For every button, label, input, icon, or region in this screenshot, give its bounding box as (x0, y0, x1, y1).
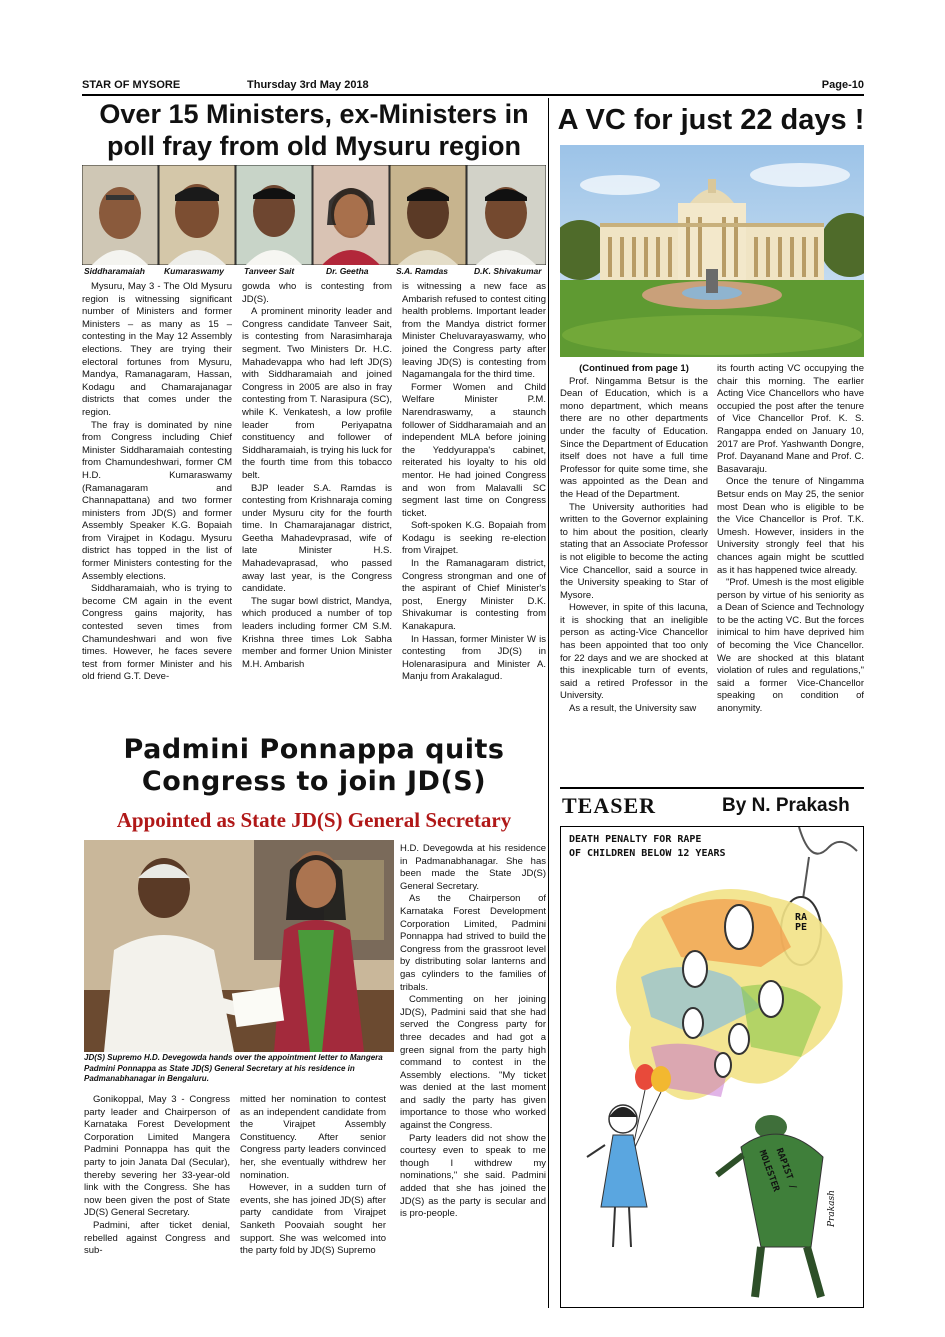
story3-paragraph: Gonikoppal, May 3 - Congress party leader and Chairperson of Karnataka Forest Development Corporation Limited Mangera Padmini Ponnappa has quit the party to join Janata Dal (Secular), thereby severing her 33-year-old link with the Congress. She has now been given the post of State JD(S) General Secretary. (84, 1094, 230, 1219)
cartoon-caption-line1: DEATH PENALTY FOR RAPE (569, 834, 702, 845)
cartoon-caption-line2: OF CHILDREN BELOW 12 YEARS (569, 848, 726, 859)
portrait-photo-6 (467, 165, 546, 265)
university-photo (560, 145, 864, 357)
portrait-name-4: Dr. Geetha (326, 266, 369, 276)
story2-headline: A VC for just 22 days ! (557, 104, 865, 136)
story3-subhead: Appointed as State JD(S) General Secretary (116, 808, 512, 832)
teaser-label: TEASER (562, 793, 657, 818)
story1-paragraph: Siddharamaiah, who is trying to become CM again in the event Congress gains majority, has contested seven times from Chamundeshwari and won five times. However, he faces severe test from former Minister and his old friend G.T. Deve- (82, 583, 232, 683)
issue-date: Thursday 3rd May 2018 (247, 79, 369, 91)
noose-label: RAPE (794, 912, 808, 933)
cartoon-caption (569, 833, 726, 861)
story1-paragraph: Soft-spoken K.G. Bopaiah from Kodagu is seeking re-election from Virajpet. (402, 520, 546, 557)
story2-paragraph: "Prof. Umesh is the most eligible person by virtue of his seniority as a Dean of Science and Technology to be the acting VC. But the forces inimical to him have deprived him of becoming the Vice Chancellor. We are shocked at this blatant violation of rules and regulations," said a former Vice-Chancellor speaking on condition of anonymity. (717, 577, 864, 715)
story1-headline-line1: Over 15 Ministers, ex-Ministers in (99, 99, 529, 129)
handover-photo (84, 840, 394, 1052)
handover-photo-caption: JD(S) Supremo H.D. Devegowda hands over the appointment letter to Mangera Padmini Ponnappa as State JD(S) General Secretary at his residence in Padmanabhanagar in Bengaluru. (84, 1053, 383, 1083)
story1-headline (82, 98, 546, 162)
story1-paragraph: gowda who is contesting from JD(S). (242, 281, 392, 305)
story3-headline-line1: Padmini Ponnappa quits (123, 734, 505, 765)
story3-paragraph: However, in a sudden turn of events, she has joined JD(S) after party candidate from Virajpet Sanketh Poovaiah sought her support. She was welcomed into the party fold by JD(S) Supremo (240, 1182, 386, 1257)
portrait-name-1: Siddharamaiah (84, 266, 145, 276)
cartoonist-signature: Prakash (827, 1190, 837, 1227)
story2-paragraph: The University authorities had written to the Governor explaining to him about the position, clearly stating that an Associate Professor is not eligible to become the acting Vice Chancellor, said a source in the University speaking to Star of Mysore. (560, 501, 708, 601)
figure-label-1: RAPIST / (773, 1147, 798, 1192)
story1-column-2 (242, 281, 392, 729)
story1-column-3 (402, 281, 546, 729)
portrait-photo-3 (236, 165, 312, 265)
story1-paragraph: A prominent minority leader and Congress candidate Tanveer Sait, is contesting from Narasimharaja segment. Two Ministers Dr. H.C. Mahadevappa who had left JD(S) with Siddharamaiah and joined Congress in 2005 are also in fray contesting from T. Narasipura (SC), while K. Venkatesh, a low profile leader from Periyapatna constituency and follower of Siddharamaiah, is trying his luck for the fourth time from this tobacco belt. (242, 306, 392, 481)
story1-paragraph: In the Ramanagaram district, Congress strongman and one of the aspirant of Chief Minister's post, Energy Minister D.K. Shivakumar is contesting from Kanakapura. (402, 558, 546, 633)
story3-paragraph: As the Chairperson of Karnataka Forest Development Corporation Limited, Padmini Ponnappa had strived to build the Congress from the grassroot level by distributing solar lanterns and gas cylinders to the families of tribals. (400, 893, 546, 993)
portrait-strip (82, 165, 546, 265)
masthead (82, 78, 864, 96)
story3-paragraph: Padmini, after ticket denial, rebelled against Congress and sub- (84, 1219, 230, 1257)
story1-paragraph: The sugar bowl district, Mandya, which produced a number of top leaders including former CM S.M. Krishna three times Lok Sabha member and former Union Minister M.H. Ambarish (242, 595, 392, 670)
portrait-name-5: S.A. Ramdas (396, 266, 448, 276)
story1-paragraph: Former Women and Child Welfare Minister P.M. Narendraswamy, a staunch follower of Siddharamaiah and an independent MLA before joining the Yeddyurappa's cabinet, reiterated his loyalty to his old mentor. He had joined Congress and won from Malavalli SC segment last time on Congress ticket. (402, 381, 546, 519)
portrait-name-2: Kumaraswamy (164, 266, 225, 276)
paper-name: STAR OF MYSORE (82, 79, 181, 91)
portrait-name-6: D.K. Shivakumar (474, 266, 542, 276)
portrait-photo-5 (390, 165, 466, 265)
story3-column-2 (240, 1094, 386, 1266)
story3-headline-line2: Congress to join JD(S) (141, 766, 487, 797)
portrait-photo-1 (82, 165, 158, 265)
story2-paragraph: As a result, the University saw (569, 703, 697, 715)
story3-paragraph: mitted her nomination to contest as an independent candidate from the Virajpet Assembly Constituency. After senior Congress party leaders convinced her, she eventually withdrew her nomination. (240, 1094, 386, 1181)
story3-paragraph: H.D. Devegowda at his residence in Padmanabhanagar. She has been made the State JD(S) General Secretary. (400, 843, 546, 892)
story3-headline (82, 734, 546, 798)
story2-column-2 (717, 363, 864, 773)
story1-paragraph: BJP leader S.A. Ramdas is contesting from Krishnaraja coming under Mysuru city for the fourth time. In Chamarajanagar district, Geetha Mahadevprasad, wife of late Minister H.S. Mahadevaprasad, who passed away last year, is the Congress candidate. (242, 482, 392, 595)
story1-paragraph: is witnessing a new face as Ambarish refused to contest citing health problems. Important leader from the Mandya district former Minister Cheluvarayaswamy, who joined the Congress party after leaving JD(S) is contesting from Nagamangala for the third time. (402, 281, 546, 381)
portrait-photo-2 (159, 165, 235, 265)
story3-column-3 (400, 843, 546, 1266)
story1-headline-line2: poll fray from old Mysuru region (106, 131, 522, 161)
story1-paragraph: In Hassan, former Minister W is contesting from JD(S) in Holenarasipura and Minister A. Manju from Arakalagud. (402, 633, 546, 683)
story3-paragraph: Commenting on her joining JD(S), Padmini said that she had served the Congress party for three decades and had got a green signal from the party high command to contest in the Assembly elections. "My ticket was denied at the last moment and sadly the party has given importance to those who worked against the Congress. (400, 994, 546, 1132)
teaser-byline: By N. Prakash (722, 795, 850, 816)
portrait-name-3: Tanveer Sait (244, 266, 295, 276)
story2-paragraph: Once the tenure of Ningamma Betsur ends on May 25, the senior most Dean who is eligible to be the Vice Chancellor is Prof. T.K. Umesh. However, insiders in the University strongly feel that his chances again might be scuttled as it has happened twice already. (717, 476, 864, 576)
figure-label-2: MOLESTER (756, 1149, 781, 1194)
story2-paragraph: Prof. Ningamma Betsur is the Dean of Education, which is a mono department, which means there are no other departments under the faculty of Education. Since the Department of Education itself does not have a full time Professor for quite some time, she was appointed as the Dean and the Head of the Department. (560, 375, 708, 500)
teaser-cartoon (560, 826, 864, 1308)
story1-paragraph: Mysuru, May 3 - The Old Mysuru region is witnessing significant number of Ministers and former Ministers – as many as 15 – contesting in the May 12 Assembly elections. They are trying their electoral fortunes from Mysuru, Mandya, Ramanagaram, Hassan, Kodagu and Chamarajanagar districts that comes under the region. (82, 281, 232, 418)
story2-column-1 (560, 363, 708, 773)
story3-paragraph: Party leaders did not show the courtesy even to speak to me though I withdrew my nominations," she said. Padmini added that she has joined the JD(S) as the party is secular and is pro-people. (400, 1132, 546, 1220)
story2-paragraph: However, in spite of this lacuna, it is shocking that an ineligible person as acting-Vice Chancellor has been appointed that too only for 22 days and we are shocked at this inexplicable turn of events, said a retired Professor in the University. (560, 602, 708, 702)
story1-paragraph: The fray is dominated by nine from Congress including Chief Minister Siddharamaiah contesting from Chamundeshwari, former CM H.D. Kumaraswamy (Ramanagaram and Channapattana) and two former ministers from JD(S) and former Assembly Speaker K.G. Bopaiah from Virajpet in Kodagu. Mysuru district has topped in the list of former Ministers contesting for the Assembly elections. (82, 419, 232, 582)
story3-column-1 (84, 1094, 230, 1266)
teaser-rule (560, 787, 864, 789)
portrait-photo-4 (313, 165, 389, 265)
story2-paragraph: its fourth acting VC occupying the chair this morning. The earlier Acting Vice Chancellors who have occupied the post after the tenure of Vice Chancellor Prof. K. S. Rangappa ended on January 10, 2017 are Prof. Yashwanth Dongre, Prof. Dayanand Mane and Prof. C. Basavaraju. (717, 363, 864, 475)
story1-column-1 (82, 281, 232, 729)
column-divider (548, 98, 549, 1308)
portrait-captions (82, 266, 546, 278)
page-number: Page-10 (821, 79, 864, 91)
continued-note: (Continued from page 1) (579, 363, 689, 374)
